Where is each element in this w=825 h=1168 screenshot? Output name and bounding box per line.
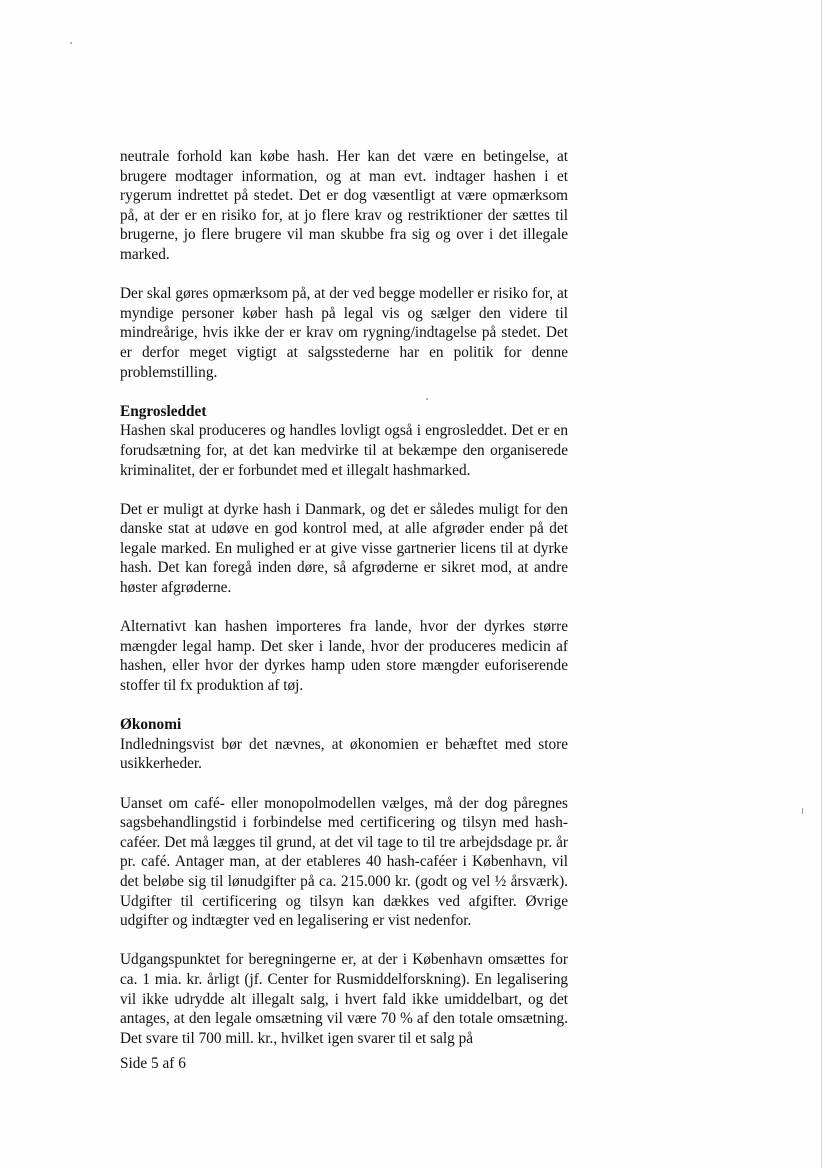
paragraph: Indledningsvist bør det nævnes, at økonomien er behæftet med store usikkerheder. — [120, 735, 568, 773]
paragraph: Der skal gøres opmærksom på, at der ved begge modeller er risiko for, at myndige personer køber hash på legal vis og sælger den videre til mindreårige, hvis ikke der er krav om rygning/indtagelse på stedet. Det er derfor meget vigtigt at salgsstederne har en politik for denne problemstilling. — [120, 285, 568, 381]
document-body — [120, 147, 568, 1068]
scan-edge-line — [821, 0, 822, 1168]
scan-speck — [802, 808, 803, 814]
paragraph: Hashen skal produceres og handles lovligt også i engrosleddet. Det er en forudsætning for, at det kan medvirke til at bekæmpe den organiserede kriminalitet, der er forbundet med et illegalt hashmarked. — [120, 422, 568, 479]
paragraph: Uanset om café- eller monopolmodellen vælges, må der dog påregnes sagsbehandlingstid i forbindelse med certificering og tilsyn med hash-caféer. Det må lægges til grund, at det vil tage to til tre arbejdsdage pr. år pr. café. Antager man, at der etableres 40 hash-caféer i København, vil det beløbe sig til lønudgifter på ca. 215.000 kr. (godt og vel ½ årsværk). Udgifter til certificering og tilsyn kan dækkes ved afgifter. Øvrige udgifter og indtægter ved en legalisering er vist nedenfor. — [120, 794, 568, 930]
section-heading-engrosleddet: Engrosleddet — [120, 402, 207, 420]
paragraph: Det er muligt at dyrke hash i Danmark, og det er således muligt for den danske stat at udøve en god kontrol med, at alle afgrøder ender på det legale marked. En mulighed er at give visse gartnerier licens til at dyrke hash. Det kan foregå inden døre, så afgrøderne er sikret mod, at andre høster afgrøderne. — [120, 500, 568, 597]
page-number: Side 5 af 6 — [120, 1055, 186, 1072]
section-heading-oekonomi: Økonomi — [120, 716, 182, 734]
paragraph: Alternativt kan hashen importeres fra lande, hvor der dyrkes større mængder legal hamp. Det sker i lande, hvor der produceres medicin af hashen, eller hvor der dyrkes hamp uden store mængder euforiserende stoffer til fx produktion af tøj. — [120, 618, 568, 695]
paragraph: Udgangspunktet for beregningerne er, at der i København omsættes for ca. 1 mia. kr. årligt (jf. Center for Rusmiddelforskning). En legalisering vil ikke udrydde alt illegalt salg, i hvert fald ikke umiddelbart, og det antages, at den legale omsætning vil være 70 % af den totale omsætning. Det svare til 700 mill. kr., hvilket igen svarer til et salg på — [120, 951, 568, 1047]
scan-speck — [70, 42, 72, 44]
paragraph: neutrale forhold kan købe hash. Her kan det være en betingelse, at brugere modtager information, og at man evt. indtager hashen i et rygerum indrettet på stedet. Det er dog væsentligt at være opmærksom på, at der er en risiko for, at jo flere krav og restriktioner der sættes til brugerne, jo flere brugere vil man skubbe fra sig og over i det illegale marked. — [120, 148, 568, 263]
